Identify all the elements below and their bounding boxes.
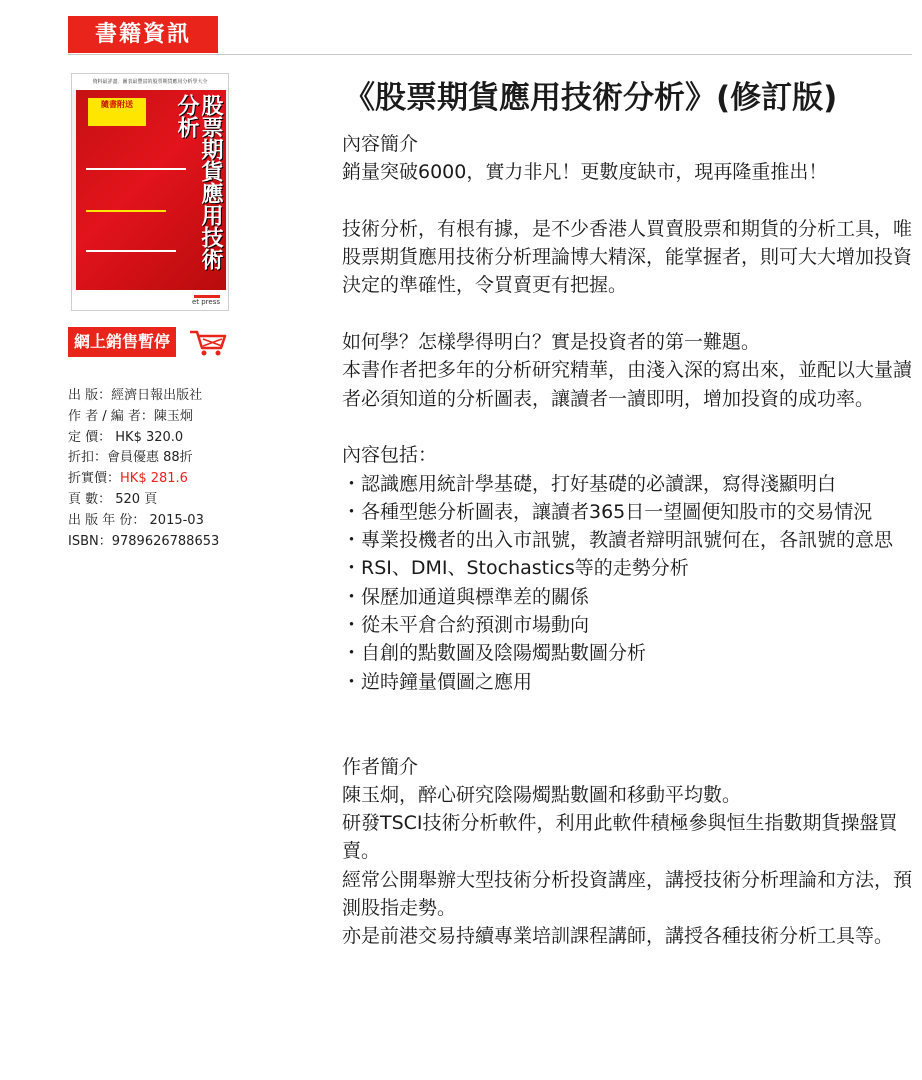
- intro-paragraph: 如何學？怎樣學得明白？實是投資者的第一難題。: [342, 331, 761, 354]
- info-pages: 頁 數： 520 頁: [68, 491, 158, 507]
- intro-paragraph: 銷量突破6000，實力非凡！更數度缺市，現再隆重推出！: [342, 161, 828, 184]
- sold-out-label: 網上銷售暫停: [68, 327, 176, 357]
- author-paragraph: 亦是前港交易持續專業培訓課程講師，講授各種技術分析工具等。: [342, 925, 894, 948]
- book-info: [68, 386, 248, 552]
- intro-paragraph: 技術分析，有根有據，是不少香港人買賣股票和期貨的分析工具，唯股票期貨應用技術分析理論博大精深，能掌握者，則可大大增加投資決定的準確性，令買賣更有把握。: [342, 217, 913, 297]
- shopping-cart-icon: [188, 327, 228, 357]
- cover-title: 股票期貨應用技術分析: [174, 94, 223, 270]
- cover-art: [76, 90, 226, 290]
- cover-decoration: [86, 210, 166, 212]
- info-author: 作 者 / 編 者：陳玉炯: [68, 408, 193, 424]
- info-pub-date: 出 版 年 份： 2015-03: [68, 512, 204, 528]
- info-price: 定 價： HK$ 320.0: [68, 429, 184, 445]
- contents-heading: 內容包括：: [342, 444, 438, 467]
- info-discount: 折扣：會員優惠 88折: [68, 450, 193, 466]
- section-title: 書籍資訊: [68, 16, 218, 53]
- author-paragraph: 研發TSCI技術分析軟件，利用此軟件積極參與恒生指數期貨操盤買賣。: [342, 812, 898, 863]
- cover-badge: 隨書附送: [88, 98, 146, 126]
- book-title: 《股票期貨應用技術分析》(修訂版): [344, 80, 838, 116]
- final-price-value: HK$ 281.6: [120, 471, 188, 487]
- contents-item: ・各種型態分析圖表，讓讀者365日一望圖便知股市的交易情況: [342, 500, 873, 523]
- contents-item: ・從未平倉合約預測市場動向: [342, 614, 590, 637]
- contents-item: ・RSI、DMI、Stochastics等的走勢分析: [342, 557, 689, 580]
- contents-item: ・認識應用統計學基礎，打好基礎的必讀課，寫得淺顯明白: [342, 472, 837, 495]
- contents-item: ・自創的點數圖及陰陽燭點數圖分析: [342, 642, 647, 665]
- info-isbn: ISBN：9789626788653: [68, 533, 220, 549]
- info-publisher: 出 版：經濟日報出版社: [68, 388, 203, 403]
- intro-heading: 內容簡介: [342, 133, 419, 155]
- book-cover-image[interactable]: [71, 73, 229, 311]
- book-description: [342, 130, 912, 951]
- contents-item: ・逆時鐘量價圖之應用: [342, 670, 533, 693]
- info-final-price: [68, 469, 248, 490]
- section-header: [68, 16, 912, 55]
- cover-top-text: 資料最詳盡．圖表最豐富的股票期貨應用分析學大全: [72, 74, 228, 90]
- author-paragraph: 陳玉炯，醉心研究陰陽燭點數圖和移動平均數。: [342, 783, 742, 806]
- intro-paragraph: 本書作者把多年的分析研究精華，由淺入深的寫出來，並配以大量讀者必須知道的分析圖表，讓讀者一讀即明，增加投資的成功率。: [342, 359, 913, 410]
- cover-footer: [72, 290, 228, 310]
- contents-item: ・保歷加通道與標準差的關係: [342, 585, 590, 608]
- author-heading: 作者簡介: [342, 755, 419, 778]
- publisher-logo: et press: [191, 298, 220, 306]
- cover-decoration: [86, 168, 186, 170]
- contents-item: ・專業投機者的出入市訊號，教讀者辯明訊號何在，各訊號的意思: [342, 529, 894, 552]
- cover-decoration: [86, 250, 176, 252]
- final-price-label: 折實價：: [68, 471, 121, 487]
- author-paragraph: 經常公開舉辦大型技術分析投資講座，講授技術分析理論和方法，預測股指走勢。: [342, 868, 913, 920]
- sold-out-button[interactable]: [68, 327, 176, 357]
